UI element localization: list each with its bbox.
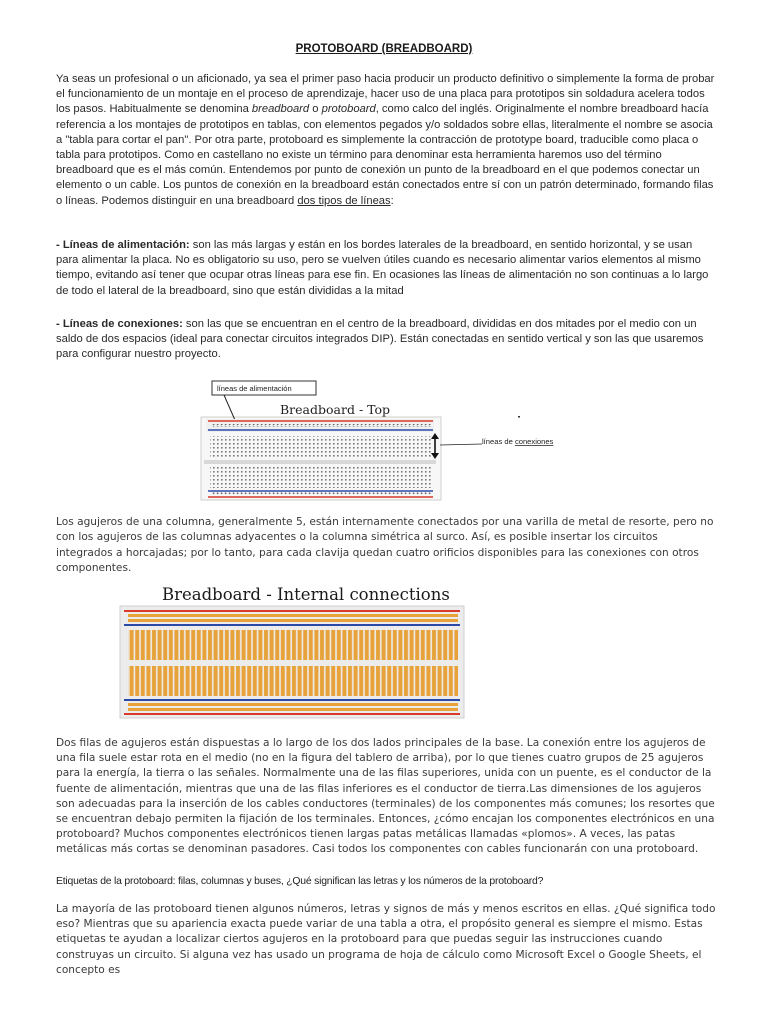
bottom-rail-strip-2	[128, 708, 458, 711]
conexiones-paragraph	[56, 317, 716, 363]
intro-em-protoboard: protoboard	[321, 103, 376, 116]
callout-label-alimentacion: líneas de alimentación	[217, 384, 292, 393]
callout-label-conexiones: líneas de conexiones	[482, 437, 554, 446]
figure2-title: Breadboard - Internal connections	[162, 585, 450, 604]
figure1-title: Breadboard - Top	[280, 402, 391, 417]
callout-line-conexiones	[440, 444, 482, 445]
breadboard-top-figure	[200, 378, 580, 503]
alimentacion-text: son las más largas y están en los bordes laterales de la breadboard, en sentido horizontal, y se usan para alimentar la placa. No es obligatorio su uso, pero se vuelven útiles cuando es necesario alimentar varios elementos al mismo tiempo, evitando así tener que ocupar otras líneas para ese fin. En ocasiones las líneas de alimentación no son continuas a lo largo de todo el lateral de la breadboard, sino que están divididas a la mitad	[56, 239, 709, 297]
lower-vertical-strips	[128, 666, 458, 696]
top-rail-strip-1	[128, 614, 458, 617]
intro-underlined-term: dos tipos de líneas	[297, 194, 391, 207]
intro-paragraph	[56, 72, 716, 209]
conexiones-text: son las que se encuentran en el centro de la breadboard, divididas en dos mitades por el medio con un saldo de dos espacios (ideal para conectar circuitos integrados DIP). Están conectadas en sentido vertical y son las que usaremos para configurar nuestro proyecto.	[56, 318, 704, 361]
columnas-paragraph: Los agujeros de una columna, generalmente 5, están internamente conectados por una varilla de metal de resorte, pero no con los agujeros de las columnas adyacentes o la columna simétrica al surco. Así, es posible insertar los circuitos integrados a horcajadas; por lo tanto, para cada clavija quedan cuatro orificios disponibles para las conexiones con otros componentes.	[56, 516, 714, 575]
intro-em-breadboard: breadboard	[251, 103, 310, 116]
intro-text-c: , como calco del inglés. Originalmente el nombre breadboard hacía referencia a los montajes de prototipos en tablas, con elementos pegados y/o soldados sobre ellas, literalmente el nombre se asocia a "tabla para cortar el pan". Por otra parte, protoboard es simplemente la contracción de prototype board, traducible como placa o tabla para prototipos. Como en castellano no existe un término para denominar esta herramienta haremos uso del término breadboard que es el más común. Entendemos por punto de conexión un punto de la breadboard en el que podemos conectar un elemento o un cable. Los puntos de conexión en la breadboard están conectados entre sí con un patrón determinado, formando filas o líneas. Podemos distinguir en una breadboard	[56, 103, 714, 207]
conexiones-label: - Líneas de conexiones:	[56, 318, 183, 330]
bottom-rail-strip-1	[128, 703, 458, 706]
breadboard-internal-connections-figure	[118, 576, 468, 719]
center-channel	[204, 460, 436, 464]
etiquetas-paragraph: La mayoría de las protoboard tienen algunos números, letras y signos de más y menos escritos en ellas. ¿Qué significa todo eso? Mientras que su apariencia exacta puede variar de una tabla a otra, el propósito general es siempre el mismo. Estas etiquetas te ayudan a localizar ciertos agujeros en la protoboard para que puedas seguir las instrucciones cuando construyas un circuito. Si alguna vez has usado un programa de hoja de cálculo como Microsoft Excel o Google Sheets, el concepto es	[56, 903, 716, 976]
board-outline	[120, 606, 464, 718]
intro-text-d: :	[390, 194, 394, 207]
top-rail-holes	[212, 424, 432, 427]
intro-text-a: Ya seas un profesional o un aficionado, ya sea el primer paso hacia producir un producto definitivo o simplemente la forma de probar el funcionamiento de un montaje en el proceso de aprendizaje, hacer uso de una placa para prototipos sin soldadura acelera todos los pasos. Habitualmente se denomina	[56, 73, 715, 116]
etiquetas-heading: Etiquetas de la protoboard: filas, columnas y buses, ¿Qué significan las letras y los números de la protoboard?	[56, 876, 544, 887]
lower-terminal-grid	[210, 466, 432, 488]
filas-paragraph: Dos filas de agujeros están dispuestas a lo largo de los dos lados principales de la base. La conexión entre los agujeros de una fila suele estar rota en el medio (no en la figura del tablero de arriba), por lo que tienes cuatro grupos de 25 agujeros para la energía, la tierra o las señales. Normalmente una de las filas superiores, unida con un puente, es el conductor de la fuente de alimentación, mientras que una de las filas inferiores es el conductor de tierra.Las dimensiones de los agujeros son adecuadas para la inserción de los cables conductores (terminales) de los componentes más comunes; los resortes que se encuentran debajo permiten la fijación de los terminales. Entonces, ¿cómo encajan los componentes electrónicos en una protoboard? Muchos componentes electrónicos tienen largas patas metálicas llamadas «plomos». A veces, las patas metálicas más cortas se denominan pasadores. Casi todos los componentes con cables funcionarán con una protoboard.	[56, 737, 715, 856]
alimentacion-label: - Líneas de alimentación:	[56, 239, 190, 251]
upper-terminal-grid	[210, 436, 432, 458]
page-title: PROTOBOARD (BREADBOARD)	[295, 43, 473, 55]
intro-text-b: o	[309, 103, 322, 116]
upper-vertical-strips	[128, 630, 458, 660]
top-rail-strip-2	[128, 619, 458, 622]
alimentacion-paragraph	[56, 238, 716, 299]
